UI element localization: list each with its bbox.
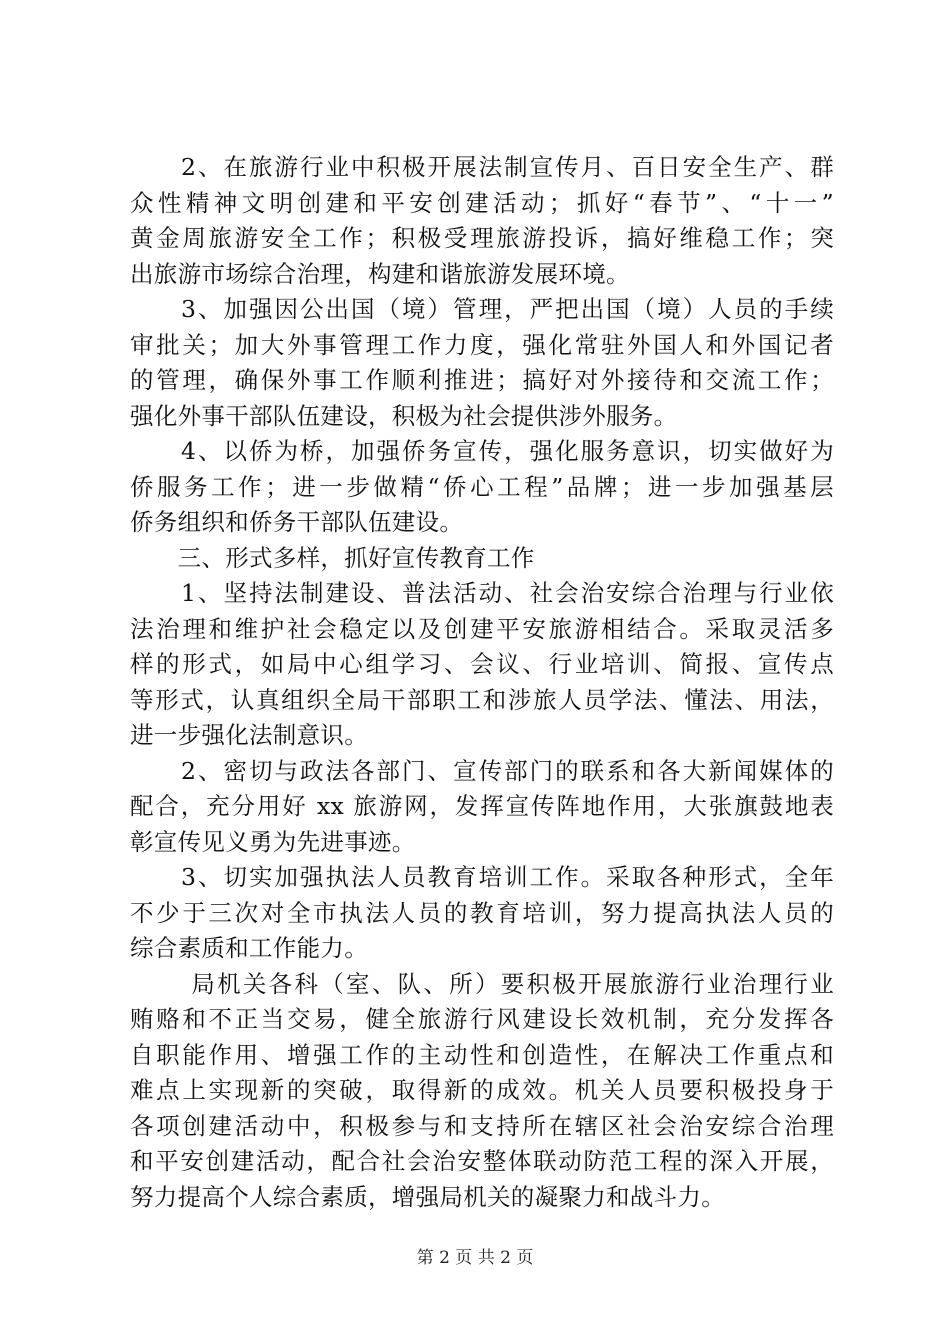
text-line: 综合素质和工作能力。 <box>130 934 368 962</box>
paragraph <box>130 967 834 1216</box>
paragraph <box>130 292 834 434</box>
document-body <box>130 150 834 1215</box>
text-line: 法治理和维护社会稳定以及创建平安旅游相结合。采取灵活多 <box>130 614 834 643</box>
text-line: 侨服务工作；进一步做精“侨心工程”品牌；进一步加强基层 <box>130 472 834 501</box>
paragraph <box>130 434 834 541</box>
text-line: 自职能作用、增强工作的主动性和创造性，在解决工作重点和 <box>130 1040 834 1069</box>
text-line: 强化外事干部队伍建设，积极为社会提供涉外服务。 <box>130 401 678 430</box>
text-line: 各项创建活动中，积极参与和支持所在辖区社会治安综合治理 <box>130 1111 834 1140</box>
paragraph <box>130 754 834 861</box>
text-line: 贿赂和不正当交易，健全旅游行风建设长效机制，充分发挥各 <box>130 1005 834 1033</box>
text-line: 黄金周旅游安全工作；积极受理旅游投诉，搞好维稳工作；突 <box>130 224 834 252</box>
paragraph <box>130 150 834 292</box>
paragraph <box>130 576 834 754</box>
page-footer: 第 2 页 共 2 页 <box>416 1248 534 1268</box>
text-line: 4、以侨为桥，加强侨务宣传，强化服务意识，切实做好为 <box>130 437 834 465</box>
text-line: 审批关；加大外事管理工作力度，强化常驻外国人和外国记者 <box>130 330 834 359</box>
text-line: 努力提高个人综合素质，增强局机关的凝聚力和战斗力。 <box>130 1182 725 1211</box>
section-heading <box>130 541 834 577</box>
text-line: 配合，充分用好 xx 旅游网，发挥宣传阵地作用，大张旗鼓地表 <box>130 792 834 820</box>
text-line: 1、坚持法制建设、普法活动、社会治安综合治理与行业依 <box>130 579 834 607</box>
text-line: 2、密切与政法各部门、宣传部门的联系和各大新闻媒体的 <box>130 756 834 785</box>
text-line: 3、切实加强执法人员教育培训工作。采取各种形式，全年 <box>130 863 834 891</box>
text-line: 2、在旅游行业中积极开展法制宣传月、百日安全生产、群 <box>130 153 834 181</box>
text-line: 局机关各科（室、队、所）要积极开展旅游行业治理行业 <box>130 969 834 998</box>
paragraph <box>130 860 834 967</box>
text-line: 等形式，认真组织全局干部职工和涉旅人员学法、懂法、用法， <box>130 685 834 714</box>
text-line: 进一步强化法制意识。 <box>130 721 368 749</box>
text-line: 和平安创建活动，配合社会治安整体联动防范工程的深入开展， <box>130 1147 834 1175</box>
text-line: 3、加强因公出国（境）管理，严把出国（境）人员的手续 <box>130 295 834 323</box>
text-line: 出旅游市场综合治理，构建和谐旅游发展环境。 <box>130 259 630 288</box>
text-line: 的管理，确保外事工作顺利推进；搞好对外接待和交流工作； <box>130 366 834 394</box>
text-line: 难点上实现新的突破，取得新的成效。机关人员要积极投身于 <box>130 1076 834 1104</box>
text-line: 三、形式多样，抓好宣传教育工作 <box>130 543 535 572</box>
text-line: 样的形式，如局中心组学习、会议、行业培训、简报、宣传点 <box>130 650 834 678</box>
text-line: 不少于三次对全市执法人员的教育培训，努力提高执法人员的 <box>130 898 834 927</box>
text-line: 众性精神文明创建和平安创建活动；抓好“春节”、“十一” <box>130 188 834 217</box>
text-line: 彰宣传见义勇为先进事迹。 <box>130 827 416 856</box>
text-line: 侨务组织和侨务干部队伍建设。 <box>130 508 464 536</box>
